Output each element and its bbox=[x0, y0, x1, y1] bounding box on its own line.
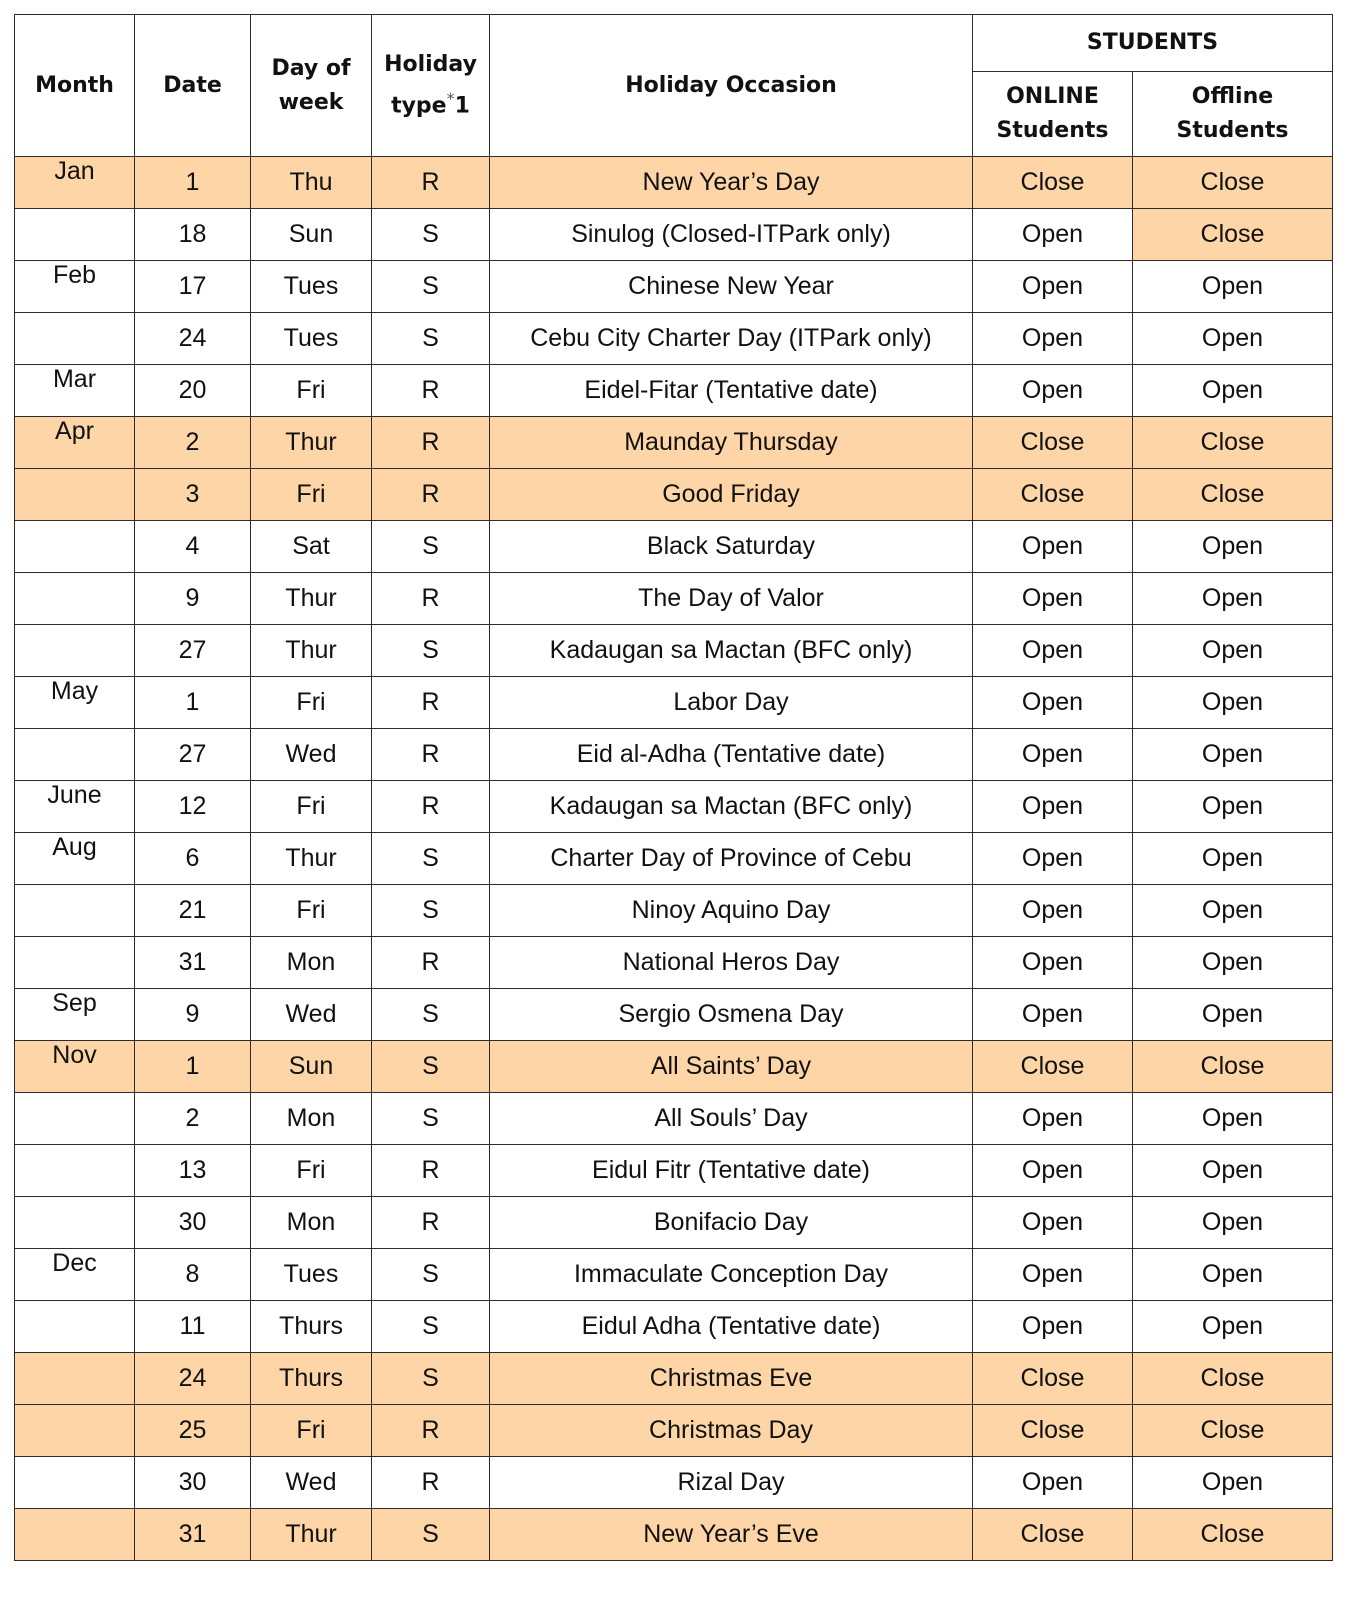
online-status-cell: Open bbox=[973, 625, 1133, 677]
day-of-week-cell: Tues bbox=[251, 313, 372, 365]
offline-status-cell: Close bbox=[1133, 157, 1333, 209]
offline-status-cell: Open bbox=[1133, 1197, 1333, 1249]
month-cell bbox=[15, 209, 135, 261]
offline-status-cell: Open bbox=[1133, 521, 1333, 573]
header-online-students: ONLINE Students bbox=[973, 72, 1133, 157]
header-holiday-occasion: Holiday Occasion bbox=[490, 15, 973, 157]
table-row bbox=[15, 261, 1333, 313]
online-status-cell: Open bbox=[973, 1457, 1133, 1509]
month-cell bbox=[15, 1405, 135, 1457]
date-cell: 31 bbox=[135, 1509, 251, 1561]
online-status-cell: Open bbox=[973, 937, 1133, 989]
holiday-type-cell: S bbox=[372, 1509, 490, 1561]
table-row bbox=[15, 469, 1333, 521]
day-of-week-cell: Thur bbox=[251, 573, 372, 625]
date-cell: 27 bbox=[135, 625, 251, 677]
month-cell: May bbox=[15, 677, 135, 729]
offline-status-cell: Open bbox=[1133, 937, 1333, 989]
table-row bbox=[15, 885, 1333, 937]
holiday-type-cell: S bbox=[372, 625, 490, 677]
day-of-week-cell: Mon bbox=[251, 1197, 372, 1249]
holiday-type-cell: R bbox=[372, 1197, 490, 1249]
holiday-occasion-cell: Good Friday bbox=[490, 469, 973, 521]
table-row bbox=[15, 1301, 1333, 1353]
header-holiday-type: Holiday type*1 bbox=[372, 15, 490, 157]
header-month: Month bbox=[15, 15, 135, 157]
online-status-cell: Close bbox=[973, 1041, 1133, 1093]
holiday-type-cell: S bbox=[372, 261, 490, 313]
online-status-cell: Close bbox=[973, 1405, 1133, 1457]
holiday-occasion-cell: All Saints’ Day bbox=[490, 1041, 973, 1093]
date-cell: 30 bbox=[135, 1457, 251, 1509]
offline-status-cell: Open bbox=[1133, 1457, 1333, 1509]
offline-status-cell: Open bbox=[1133, 573, 1333, 625]
month-cell bbox=[15, 1457, 135, 1509]
day-of-week-cell: Thur bbox=[251, 625, 372, 677]
offline-status-cell: Open bbox=[1133, 729, 1333, 781]
holiday-occasion-cell: Cebu City Charter Day (ITPark only) bbox=[490, 313, 973, 365]
holiday-occasion-cell: Eidul Adha (Tentative date) bbox=[490, 1301, 973, 1353]
month-cell: Dec bbox=[15, 1249, 135, 1301]
offline-status-cell: Open bbox=[1133, 1301, 1333, 1353]
holiday-type-cell: R bbox=[372, 573, 490, 625]
month-cell bbox=[15, 573, 135, 625]
online-status-cell: Open bbox=[973, 833, 1133, 885]
offline-status-cell: Open bbox=[1133, 677, 1333, 729]
online-status-cell: Open bbox=[973, 209, 1133, 261]
holiday-type-cell: R bbox=[372, 469, 490, 521]
offline-status-cell: Open bbox=[1133, 1145, 1333, 1197]
offline-status-cell: Close bbox=[1133, 1041, 1333, 1093]
day-of-week-cell: Tues bbox=[251, 1249, 372, 1301]
offline-status-cell: Close bbox=[1133, 209, 1333, 261]
holiday-type-cell: S bbox=[372, 1041, 490, 1093]
offline-status-cell: Close bbox=[1133, 1509, 1333, 1561]
header-date: Date bbox=[135, 15, 251, 157]
date-cell: 9 bbox=[135, 573, 251, 625]
footnote-asterisk: * bbox=[446, 88, 455, 108]
day-of-week-cell: Thur bbox=[251, 833, 372, 885]
month-cell bbox=[15, 729, 135, 781]
table-row bbox=[15, 677, 1333, 729]
month-cell bbox=[15, 1145, 135, 1197]
holiday-occasion-cell: Chinese New Year bbox=[490, 261, 973, 313]
date-cell: 9 bbox=[135, 989, 251, 1041]
date-cell: 13 bbox=[135, 1145, 251, 1197]
online-status-cell: Open bbox=[973, 365, 1133, 417]
day-of-week-cell: Fri bbox=[251, 469, 372, 521]
day-of-week-cell: Mon bbox=[251, 1093, 372, 1145]
holiday-type-cell: S bbox=[372, 989, 490, 1041]
date-cell: 12 bbox=[135, 781, 251, 833]
holiday-occasion-cell: Rizal Day bbox=[490, 1457, 973, 1509]
holiday-type-cell: S bbox=[372, 1301, 490, 1353]
date-cell: 8 bbox=[135, 1249, 251, 1301]
month-cell: Mar bbox=[15, 365, 135, 417]
holiday-type-cell: S bbox=[372, 1353, 490, 1405]
holiday-occasion-cell: National Heros Day bbox=[490, 937, 973, 989]
holiday-type-cell: S bbox=[372, 833, 490, 885]
month-cell bbox=[15, 469, 135, 521]
month-cell bbox=[15, 1353, 135, 1405]
holiday-occasion-cell: Christmas Day bbox=[490, 1405, 973, 1457]
month-cell bbox=[15, 1301, 135, 1353]
table-row bbox=[15, 365, 1333, 417]
day-of-week-cell: Wed bbox=[251, 1457, 372, 1509]
month-cell: Apr bbox=[15, 417, 135, 469]
offline-status-cell: Open bbox=[1133, 1093, 1333, 1145]
online-status-cell: Open bbox=[973, 1145, 1133, 1197]
holiday-occasion-cell: Kadaugan sa Mactan (BFC only) bbox=[490, 625, 973, 677]
month-cell: Nov bbox=[15, 1041, 135, 1093]
day-of-week-cell: Mon bbox=[251, 937, 372, 989]
table-body bbox=[15, 157, 1333, 1561]
holiday-type-cell: R bbox=[372, 157, 490, 209]
online-status-cell: Close bbox=[973, 1509, 1133, 1561]
date-cell: 31 bbox=[135, 937, 251, 989]
offline-status-cell: Open bbox=[1133, 625, 1333, 677]
holiday-occasion-cell: Labor Day bbox=[490, 677, 973, 729]
header-day-of-week: Day of week bbox=[251, 15, 372, 157]
holiday-occasion-cell: Eidel-Fitar (Tentative date) bbox=[490, 365, 973, 417]
date-cell: 18 bbox=[135, 209, 251, 261]
date-cell: 1 bbox=[135, 157, 251, 209]
date-cell: 17 bbox=[135, 261, 251, 313]
table-row bbox=[15, 1509, 1333, 1561]
table-row bbox=[15, 1041, 1333, 1093]
month-cell bbox=[15, 625, 135, 677]
holiday-occasion-cell: All Souls’ Day bbox=[490, 1093, 973, 1145]
table-row bbox=[15, 833, 1333, 885]
date-cell: 25 bbox=[135, 1405, 251, 1457]
holiday-type-cell: S bbox=[372, 885, 490, 937]
table-row bbox=[15, 209, 1333, 261]
date-cell: 2 bbox=[135, 417, 251, 469]
date-cell: 11 bbox=[135, 1301, 251, 1353]
date-cell: 6 bbox=[135, 833, 251, 885]
holiday-type-cell: R bbox=[372, 417, 490, 469]
online-status-cell: Close bbox=[973, 469, 1133, 521]
table-row bbox=[15, 1405, 1333, 1457]
date-cell: 27 bbox=[135, 729, 251, 781]
holiday-type-cell: S bbox=[372, 313, 490, 365]
online-status-cell: Open bbox=[973, 521, 1133, 573]
month-cell: Sep bbox=[15, 989, 135, 1041]
month-cell bbox=[15, 885, 135, 937]
online-status-cell: Close bbox=[973, 417, 1133, 469]
holiday-table bbox=[14, 14, 1333, 1561]
holiday-occasion-cell: Charter Day of Province of Cebu bbox=[490, 833, 973, 885]
month-cell: Jan bbox=[15, 157, 135, 209]
table-row bbox=[15, 157, 1333, 209]
date-cell: 3 bbox=[135, 469, 251, 521]
online-status-cell: Open bbox=[973, 1197, 1133, 1249]
holiday-occasion-cell: Eid al-Adha (Tentative date) bbox=[490, 729, 973, 781]
day-of-week-cell: Thu bbox=[251, 157, 372, 209]
table-row bbox=[15, 1353, 1333, 1405]
table-row bbox=[15, 1197, 1333, 1249]
month-cell bbox=[15, 313, 135, 365]
offline-status-cell: Open bbox=[1133, 313, 1333, 365]
day-of-week-cell: Thurs bbox=[251, 1301, 372, 1353]
table-row bbox=[15, 937, 1333, 989]
online-status-cell: Open bbox=[973, 1301, 1133, 1353]
date-cell: 1 bbox=[135, 1041, 251, 1093]
holiday-type-cell: R bbox=[372, 365, 490, 417]
offline-status-cell: Open bbox=[1133, 781, 1333, 833]
holiday-type-cell: S bbox=[372, 1093, 490, 1145]
holiday-type-cell: S bbox=[372, 209, 490, 261]
online-status-cell: Open bbox=[973, 677, 1133, 729]
date-cell: 2 bbox=[135, 1093, 251, 1145]
day-of-week-cell: Wed bbox=[251, 989, 372, 1041]
offline-status-cell: Open bbox=[1133, 989, 1333, 1041]
holiday-occasion-cell: Kadaugan sa Mactan (BFC only) bbox=[490, 781, 973, 833]
online-status-cell: Open bbox=[973, 261, 1133, 313]
table-row bbox=[15, 989, 1333, 1041]
offline-status-cell: Close bbox=[1133, 417, 1333, 469]
table-row bbox=[15, 1145, 1333, 1197]
holiday-type-cell: R bbox=[372, 781, 490, 833]
holiday-type-cell: R bbox=[372, 937, 490, 989]
table-row bbox=[15, 781, 1333, 833]
date-cell: 24 bbox=[135, 1353, 251, 1405]
day-of-week-cell: Fri bbox=[251, 1145, 372, 1197]
day-of-week-cell: Thur bbox=[251, 417, 372, 469]
offline-status-cell: Open bbox=[1133, 1249, 1333, 1301]
header-offline-students: Offline Students bbox=[1133, 72, 1333, 157]
header-students: STUDENTS bbox=[973, 15, 1333, 72]
holiday-occasion-cell: The Day of Valor bbox=[490, 573, 973, 625]
day-of-week-cell: Fri bbox=[251, 781, 372, 833]
holiday-occasion-cell: Bonifacio Day bbox=[490, 1197, 973, 1249]
day-of-week-cell: Fri bbox=[251, 885, 372, 937]
online-status-cell: Close bbox=[973, 157, 1133, 209]
offline-status-cell: Open bbox=[1133, 365, 1333, 417]
table-row bbox=[15, 1093, 1333, 1145]
offline-status-cell: Close bbox=[1133, 1405, 1333, 1457]
day-of-week-cell: Wed bbox=[251, 729, 372, 781]
holiday-type-cell: R bbox=[372, 677, 490, 729]
month-cell: Feb bbox=[15, 261, 135, 313]
online-status-cell: Open bbox=[973, 313, 1133, 365]
holiday-occasion-cell: Sinulog (Closed-ITPark only) bbox=[490, 209, 973, 261]
date-cell: 1 bbox=[135, 677, 251, 729]
holiday-type-cell: R bbox=[372, 1457, 490, 1509]
date-cell: 30 bbox=[135, 1197, 251, 1249]
table-row bbox=[15, 313, 1333, 365]
online-status-cell: Open bbox=[973, 781, 1133, 833]
table-row bbox=[15, 625, 1333, 677]
holiday-occasion-cell: Eidul Fitr (Tentative date) bbox=[490, 1145, 973, 1197]
holiday-occasion-cell: New Year’s Day bbox=[490, 157, 973, 209]
offline-status-cell: Close bbox=[1133, 1353, 1333, 1405]
date-cell: 24 bbox=[135, 313, 251, 365]
day-of-week-cell: Fri bbox=[251, 677, 372, 729]
online-status-cell: Open bbox=[973, 1093, 1133, 1145]
holiday-type-cell: R bbox=[372, 1145, 490, 1197]
holiday-occasion-cell: Immaculate Conception Day bbox=[490, 1249, 973, 1301]
holiday-type-cell: R bbox=[372, 1405, 490, 1457]
holiday-occasion-cell: Maunday Thursday bbox=[490, 417, 973, 469]
month-cell: June bbox=[15, 781, 135, 833]
holiday-calendar bbox=[14, 14, 1332, 1561]
holiday-occasion-cell: New Year’s Eve bbox=[490, 1509, 973, 1561]
holiday-occasion-cell: Black Saturday bbox=[490, 521, 973, 573]
holiday-type-cell: S bbox=[372, 1249, 490, 1301]
month-cell bbox=[15, 521, 135, 573]
date-cell: 20 bbox=[135, 365, 251, 417]
table-header bbox=[15, 15, 1333, 157]
online-status-cell: Open bbox=[973, 885, 1133, 937]
online-status-cell: Open bbox=[973, 989, 1133, 1041]
day-of-week-cell: Thur bbox=[251, 1509, 372, 1561]
holiday-type-cell: S bbox=[372, 521, 490, 573]
table-row bbox=[15, 1457, 1333, 1509]
offline-status-cell: Open bbox=[1133, 885, 1333, 937]
holiday-occasion-cell: Ninoy Aquino Day bbox=[490, 885, 973, 937]
day-of-week-cell: Sun bbox=[251, 1041, 372, 1093]
offline-status-cell: Close bbox=[1133, 469, 1333, 521]
online-status-cell: Open bbox=[973, 573, 1133, 625]
month-cell bbox=[15, 937, 135, 989]
day-of-week-cell: Sun bbox=[251, 209, 372, 261]
month-cell bbox=[15, 1197, 135, 1249]
day-of-week-cell: Fri bbox=[251, 365, 372, 417]
holiday-occasion-cell: Sergio Osmena Day bbox=[490, 989, 973, 1041]
table-row bbox=[15, 521, 1333, 573]
table-row bbox=[15, 573, 1333, 625]
holiday-type-cell: R bbox=[372, 729, 490, 781]
offline-status-cell: Open bbox=[1133, 261, 1333, 313]
date-cell: 21 bbox=[135, 885, 251, 937]
table-row bbox=[15, 1249, 1333, 1301]
table-row bbox=[15, 417, 1333, 469]
online-status-cell: Open bbox=[973, 1249, 1133, 1301]
offline-status-cell: Open bbox=[1133, 833, 1333, 885]
date-cell: 4 bbox=[135, 521, 251, 573]
online-status-cell: Close bbox=[973, 1353, 1133, 1405]
online-status-cell: Open bbox=[973, 729, 1133, 781]
table-row bbox=[15, 729, 1333, 781]
month-cell bbox=[15, 1093, 135, 1145]
holiday-occasion-cell: Christmas Eve bbox=[490, 1353, 973, 1405]
month-cell bbox=[15, 1509, 135, 1561]
day-of-week-cell: Tues bbox=[251, 261, 372, 313]
day-of-week-cell: Sat bbox=[251, 521, 372, 573]
day-of-week-cell: Thurs bbox=[251, 1353, 372, 1405]
day-of-week-cell: Fri bbox=[251, 1405, 372, 1457]
month-cell: Aug bbox=[15, 833, 135, 885]
